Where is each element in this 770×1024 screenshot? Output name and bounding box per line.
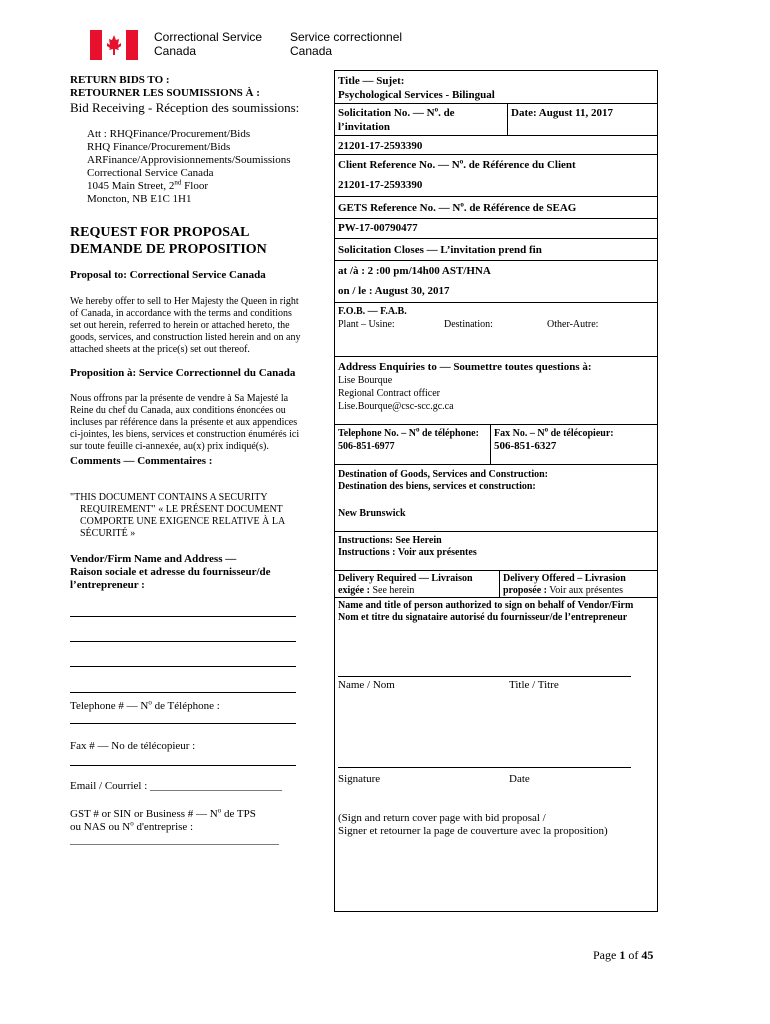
sign-return-line: Signer et retourner la page de couverture avec la proposition) <box>338 825 608 837</box>
divider <box>490 424 491 464</box>
address-line: ARFinance/Approvisionnements/Soumissions <box>87 154 291 166</box>
address-line: Moncton, NB E1C 1H1 <box>87 193 192 205</box>
vendor-address-line[interactable] <box>70 616 296 617</box>
province: New Brunswick <box>338 508 406 519</box>
address-street: 1045 Main Street, 2 <box>87 180 175 192</box>
solicitation-number: 21201-17-2593390 <box>338 140 423 152</box>
telephone-sup: o <box>148 698 152 707</box>
return-bids-heading <box>70 74 260 100</box>
closes-time: at /à : 2 :00 pm/14h00 AST/HNA <box>338 265 491 277</box>
offer-text-en: We hereby offer to sell to Her Majesty the Queen in right of Canada, in accordance with the terms and conditions set out herein, referred to herein or attached hereto, the goods, services, and construction listed herein and on any attached sheets at the price(s) set out thereof. <box>70 296 301 355</box>
divider <box>499 570 500 597</box>
fax-label-sup: o <box>544 425 549 434</box>
gst-text: d'entreprise : <box>133 821 194 833</box>
proposal-to: Proposal to: Correctional Service Canada <box>70 269 266 281</box>
divider <box>334 218 658 219</box>
dept-name-en <box>154 30 262 58</box>
client-ref-text: . de Référence du Client <box>463 159 576 171</box>
telephone-text: de Téléphone : <box>151 700 220 712</box>
security-line: SÉCURITÉ » <box>80 528 136 539</box>
return-bids-fr: RETOURNER LES SOUMISSIONS À : <box>70 87 260 99</box>
destination-label: Destination: <box>444 319 493 330</box>
name-title-input-line[interactable] <box>338 676 631 677</box>
title-label: Title — Sujet: <box>338 75 405 87</box>
divider <box>334 570 658 571</box>
comments-heading: Comments — Commentaires : <box>70 455 213 467</box>
divider <box>334 135 658 136</box>
gets-ref-number: PW-17-00790477 <box>338 222 418 234</box>
closes-label: Solicitation Closes — L’invitation prend fin <box>338 244 542 256</box>
gst-input-line[interactable]: ______________________________________ <box>70 834 279 846</box>
dept-en-line2: Canada <box>154 44 197 58</box>
email-label[interactable]: Email / Courriel : ________________________ <box>70 780 283 792</box>
dept-name-fr <box>290 30 402 58</box>
destination-goods-line: Destination des biens, services et construction: <box>338 481 536 492</box>
gst-text: de TPS <box>221 808 256 820</box>
offer-text-fr: Nous offrons par la présente de vendre à Sa Majesté la Reine du chef du Canada, aux conditions énoncées ou incluses par référence dans la présente et aux appendices ci-jointes, les biens, services et construction énumérés ici sur toute feuille ci-annexée, au(x) prix indiqué(s). <box>70 393 300 452</box>
address-line: Correctional Service Canada <box>87 167 214 179</box>
divider <box>334 597 658 598</box>
delivery-offered-label: proposée : <box>503 585 547 596</box>
phone-label-sup: o <box>415 425 420 434</box>
page-number <box>593 948 653 962</box>
rfp-title <box>70 224 267 258</box>
divider <box>334 238 658 239</box>
return-bids-en: RETURN BIDS TO : <box>70 74 170 86</box>
destination-goods-line: Destination of Goods, Services and Construction: <box>338 469 549 480</box>
security-line: "THIS DOCUMENT CONTAINS A SECURITY <box>70 492 268 503</box>
sign-return-note <box>338 812 608 838</box>
destination-goods-label <box>338 469 548 493</box>
name-label: Name / Nom <box>338 679 395 691</box>
address-line: RHQ Finance/Procurement/Bids <box>87 141 231 153</box>
contact-title: Regional Contract officer <box>338 388 441 399</box>
page-total: 45 <box>641 948 654 962</box>
gets-sup: o <box>460 200 464 209</box>
solicitation-sup: o <box>434 105 439 114</box>
solicitation-text: Solicitation No. — N <box>338 107 435 119</box>
delivery-required <box>338 573 473 597</box>
title-value: Psychological Services - Bilingual <box>338 89 495 101</box>
fax-label <box>494 425 614 440</box>
return-address <box>87 128 291 206</box>
fax-number: 506-851-6327 <box>494 440 557 452</box>
fob-label: F.O.B. — F.A.B. <box>338 306 407 317</box>
rfp-title-fr: DEMANDE DE PROPOSITION <box>70 242 267 257</box>
delivery-offered-value: Voir aux présentes <box>546 585 623 596</box>
date-label: Date <box>509 773 530 785</box>
delivery-offered-line <box>503 585 626 597</box>
divider <box>334 196 658 197</box>
divider <box>507 103 508 135</box>
divider <box>334 154 658 155</box>
gst-text: ou NAS ou N <box>70 821 131 833</box>
gst-label <box>70 808 279 847</box>
page-text: of <box>625 948 642 962</box>
gets-text: . de Référence de SEAG <box>463 202 577 214</box>
divider <box>334 103 658 104</box>
client-ref-label <box>338 158 576 172</box>
contact-email[interactable]: Lise.Bourque@csc-scc.gc.ca <box>338 401 454 412</box>
vendor-line: l’entrepreneur : <box>70 579 145 591</box>
divider <box>334 531 658 532</box>
phone-label-text: de téléphone: <box>419 428 479 439</box>
signature-label: Signature <box>338 773 381 785</box>
gst-sup: o <box>130 819 134 828</box>
security-line: REQUIREMENT" « LE PRÉSENT DOCUMENT <box>80 504 283 515</box>
title-label-2: Title / Titre <box>509 679 559 691</box>
gst-sup: o <box>217 806 222 815</box>
sign-return-line: (Sign and return cover page with bid proposal / <box>338 812 546 824</box>
vendor-address-line[interactable] <box>70 641 296 642</box>
vendor-address-line[interactable] <box>70 666 296 667</box>
delivery-offered <box>503 573 626 597</box>
address-enquiries-label: Address Enquiries to — Soumettre toutes questions à: <box>338 361 592 373</box>
gst-text: GST # or SIN or Business # — N <box>70 808 218 820</box>
authorized-signatory-label <box>338 600 633 624</box>
instructions-line: Instructions: See Herein <box>338 535 442 546</box>
client-ref-number: 21201-17-2593390 <box>338 179 423 191</box>
divider <box>334 260 658 261</box>
telephone-label <box>70 700 220 713</box>
authorized-line: Nom et titre du signataire autorisé du fournisseur/de l’entrepreneur <box>338 612 628 623</box>
gets-text: GETS Reference No. — N <box>338 202 461 214</box>
fax-label: Fax # — No de télécopieur : <box>70 740 196 752</box>
other-label: Other-Autre: <box>547 319 599 330</box>
vendor-address-line[interactable] <box>70 692 296 693</box>
dept-fr-line2: Canada <box>290 44 333 58</box>
address-att: Att : RHQFinance/Procurement/Bids <box>87 128 251 140</box>
vendor-line: Vendor/Firm Name and Address — <box>70 553 237 565</box>
authorized-line: Name and title of person authorized to sign on behalf of Vendor/Firm <box>338 600 634 611</box>
telephone-text: Telephone # — N <box>70 700 149 712</box>
closes-date: on / le : August 30, 2017 <box>338 285 450 297</box>
canada-flag-icon <box>90 30 138 60</box>
proposition-heading: Proposition à: Service Correctionnel du Canada <box>70 367 296 379</box>
solicitation-label-line: l’invitation <box>338 121 390 133</box>
contact-name: Lise Bourque <box>338 375 393 386</box>
fax-input-line[interactable] <box>70 765 296 766</box>
solicitation-label <box>338 106 455 134</box>
security-line: COMPORTE UNE EXIGENCE RELATIVE À LA <box>80 516 286 527</box>
address-sup: nd <box>174 178 182 187</box>
security-notice <box>70 492 285 540</box>
phone-label <box>338 425 479 440</box>
phone-number: 506-851-6977 <box>338 441 395 452</box>
instructions-line: Instructions : Voir aux présentes <box>338 547 477 558</box>
delivery-required-label: exigée : <box>338 585 370 596</box>
vendor-heading <box>70 553 271 592</box>
signature-input-line[interactable] <box>338 767 631 768</box>
telephone-input-line[interactable] <box>70 723 296 724</box>
solicitation-text: . de <box>438 107 455 119</box>
solicitation-label-line <box>338 106 455 120</box>
page-text: Page <box>593 948 620 962</box>
divider <box>334 356 658 357</box>
phone-label-text: Telephone No. – N <box>338 428 416 439</box>
vendor-line: Raison sociale et adresse du fournisseur/de <box>70 566 271 578</box>
instructions <box>338 535 477 559</box>
address-line <box>87 180 291 193</box>
date-field: Date: August 11, 2017 <box>511 107 614 119</box>
divider <box>334 302 658 303</box>
dept-fr-line1: Service correctionnel <box>290 30 403 44</box>
plant-label: Plant – Usine: <box>338 319 395 330</box>
divider <box>334 464 658 465</box>
fax-label-text: Fax No. – N <box>494 428 545 439</box>
delivery-required-line <box>338 585 473 597</box>
rfp-title-en: REQUEST FOR PROPOSAL <box>70 225 250 240</box>
delivery-required-line: Delivery Required — Livraison <box>338 573 473 584</box>
address-floor: Floor <box>181 180 208 192</box>
dept-en-line1: Correctional Service <box>154 30 263 44</box>
client-ref-text: Client Reference No. — N <box>338 159 460 171</box>
gets-ref-label <box>338 201 576 215</box>
fax-label-text: de télécopieur: <box>548 428 614 439</box>
delivery-required-value: See herein <box>369 585 415 596</box>
gst-line <box>70 808 279 821</box>
gst-line <box>70 821 279 834</box>
client-ref-sup: o <box>459 157 464 166</box>
bid-receiving: Bid Receiving - Réception des soumissions: <box>70 100 300 115</box>
divider <box>334 424 658 425</box>
page-current: 1 <box>619 948 626 962</box>
delivery-offered-line: Delivery Offered – Livrasion <box>503 573 626 584</box>
